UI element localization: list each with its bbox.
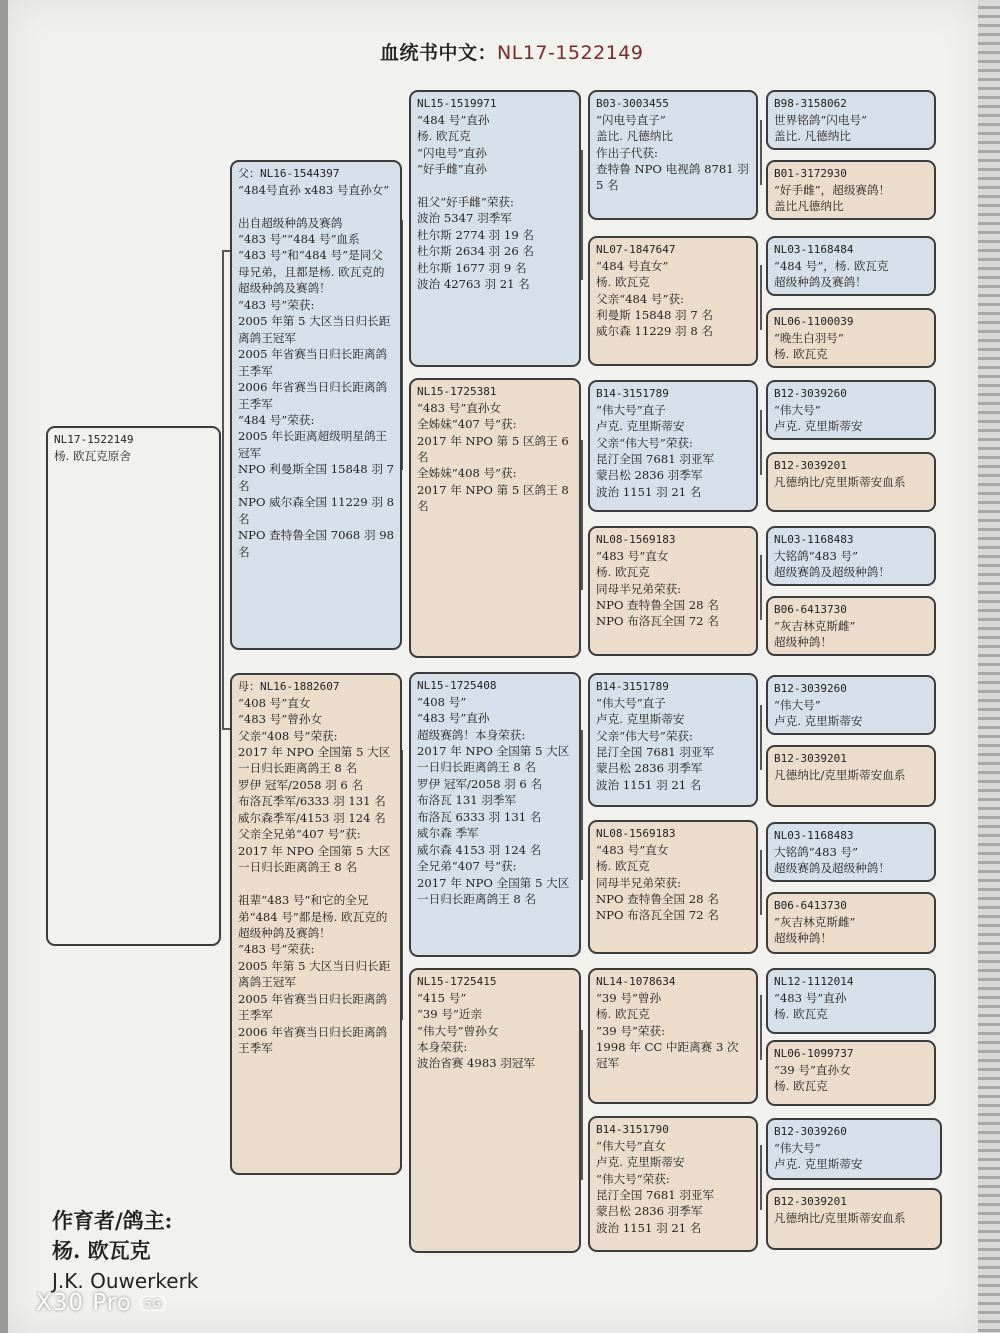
connector — [760, 120, 762, 185]
breeder-name-en: J.K. Ouwerkerk — [52, 1268, 199, 1293]
ancestor-card[interactable]: NL12-1112014 “483 号”直孙 杨. 欧瓦克 — [766, 968, 936, 1034]
connector — [222, 250, 230, 252]
ring-number: NL08-1569183 — [596, 827, 676, 840]
ancestor-card[interactable]: NL08-1569183 “483 号”直女 杨. 欧瓦克 同母半兄弟荣获: NPO 查特鲁全国 28 名 NPO 布洛瓦全国 72 名 — [588, 820, 758, 954]
father-card[interactable]: 父：NL16-1544397 “484号直孙 x483 号直孙女” 出自超级种鸽及赛鸽 “483 号”“484 号”血系 “483 号”和“484 号”是同父母兄弟，且都是杨. 欧瓦克的超级种鸽及赛鸽！ “483 号”荣获: 2005 年第 5 大区当日归长距离鸽王冠军 2005 年省赛当日归长距离鸽王季军 2006 年省赛当日归长距离鸽王季军 “484 号”荣获: 2005 年长距离超级明星鸽王冠军 NPO 利曼斯全国 15848 羽 7 名 NPO 威尔森全国 11229 羽 8 名 NPO 查特鲁全国 7068 羽 98 名 — [230, 160, 402, 650]
connector — [222, 728, 230, 730]
mother-card[interactable]: 母：NL16-1882607 “408 号”直女 “483 号”曾孙女 父亲“408 号”荣获: 2017 年 NPO 全国第 5 大区一日归长距离鸽王 8 名 罗伊 冠军/2058 羽 6 名 布洛瓦季军/6333 羽 131 名 威尔森季军/4153 羽 124 名 父亲全兄弟“407 号”获: 2017 年 NPO 全国第 5 大区一日归长距离鸽王 8 名 祖辈“483 号”和它的全兄弟“484 号”都是杨. 欧瓦克的超级种鸽及赛鸽！ “483 号”荣获: 2005 年第 5 大区当日归长距离鸽王冠军 2005 年省赛当日归长距离鸽王季军 2006 年省赛当日归长距离鸽王季军 — [230, 673, 402, 1175]
ring-number: B12-3039260 — [774, 1125, 847, 1138]
ring-number: NL15-1725408 — [417, 679, 497, 692]
ancestor-card[interactable]: B14-3151789 “伟大号”直子 卢克. 克里斯蒂安 父亲“伟大号”荣获: 昆汀全国 7681 羽亚军 蒙吕松 2836 羽季军 波治 1151 羽 21 名 — [588, 380, 758, 512]
granddam-card[interactable]: NL15-1725415 “415 号” “39 号”近亲 “伟大号”曾孙女 本身荣获: 波治省赛 4983 羽冠军 — [409, 968, 581, 1253]
ring-number: NL12-1112014 — [774, 975, 854, 988]
ancestor-card[interactable]: B12-3039201 凡德纳比/克里斯蒂安血系 — [766, 1188, 942, 1250]
ancestor-card[interactable]: B12-3039260 “伟大号” 卢克. 克里斯蒂安 — [766, 1118, 942, 1180]
connector — [760, 850, 762, 915]
connector — [760, 1145, 762, 1210]
ring-number: NL03-1168484 — [774, 243, 854, 256]
connector — [581, 1030, 583, 1180]
ring-number: B06-6413730 — [774, 899, 847, 912]
ring-number: B12-3039260 — [774, 682, 847, 695]
ring-number: NL08-1569183 — [596, 533, 676, 546]
ring-number: NL03-1168483 — [774, 533, 854, 546]
ancestor-card[interactable]: NL03-1168483 大铭鸽“483 号” 超级赛鸽及超级种鸽！ — [766, 526, 936, 586]
breeder-label: 作育者/鸽主: — [52, 1208, 173, 1233]
ring-number: B12-3039201 — [774, 752, 847, 765]
ancestor-card[interactable]: NL14-1078634 “39 号”曾孙 杨. 欧瓦克 “39 号”荣获: 1998 年 CC 中距离赛 3 次冠军 — [588, 968, 758, 1104]
ring-number: B12-3039260 — [774, 387, 847, 400]
ring-number: NL06-1100039 — [774, 315, 854, 328]
binder-edge — [978, 0, 1000, 1333]
ancestor-card[interactable]: NL08-1569183 “483 号”直女 杨. 欧瓦克 同母半兄弟荣获: NPO 查特鲁全国 28 名 NPO 布洛瓦全国 72 名 — [588, 526, 758, 656]
ancestor-card[interactable]: B12-3039201 凡德纳比/克里斯蒂安血系 — [766, 745, 936, 807]
connector — [760, 265, 762, 330]
ring-number: B06-6413730 — [774, 603, 847, 616]
ancestor-card[interactable]: B03-3003455 “闪电号直子” 盖比. 凡德纳比 作出子代获: 查特鲁 NPO 电视鸽 8781 羽 5 名 — [588, 90, 758, 220]
ancestor-card[interactable]: B14-3151790 “伟大号”直女 卢克. 克里斯蒂安 “伟大号”荣获: 昆汀全国 7681 羽亚军 蒙吕松 2836 羽季军 波治 1151 羽 21 名 — [588, 1116, 758, 1252]
ancestor-card[interactable]: B98-3158062 世界铭鸽“闪电号” 盖比. 凡德纳比 — [766, 90, 936, 150]
ancestor-card[interactable]: NL06-1100039 “晚生白羽号” 杨. 欧瓦克 — [766, 308, 936, 368]
ring-number: NL14-1078634 — [596, 975, 676, 988]
ring-number: NL07-1847647 — [596, 243, 676, 256]
ancestor-card[interactable]: B12-3039260 “伟大号” 卢克. 克里斯蒂安 — [766, 675, 936, 735]
connector — [222, 250, 224, 730]
ancestor-card[interactable]: B12-3039260 “伟大号” 卢克. 克里斯蒂安 — [766, 380, 936, 440]
grandsire-card[interactable]: NL15-1725408 “408 号” “483 号”直孙 超级赛鸽！本身荣获: 2017 年 NPO 全国第 5 大区一日归长距离鸽王 8 名 罗伊 冠军/2058 羽 6 名 布洛瓦 131 羽季军 布洛瓦 6333 羽 131 名 威尔森 季军 威尔森 4153 羽 124 名 全兄弟“407 号”获: 2017 年 NPO 全国第 5 大区一日归长距离鸽王 8 名 — [409, 672, 581, 957]
granddam-card[interactable]: NL15-1725381 “483 号”直孙女 全姊妹“407 号”获: 2017 年 NPO 第 5 区鸽王 6 名 全姊妹“408 号”获: 2017 年 NPO 第 5 区鸽王 8 名 — [409, 378, 581, 658]
subject-card[interactable]: NL17-1522149 杨. 欧瓦克原舍 — [46, 426, 221, 946]
ancestor-card[interactable]: B06-6413730 “灰吉林克斯雌” 超级种鸽！ — [766, 892, 936, 954]
ring-number: B12-3039201 — [774, 459, 847, 472]
ring-number: B14-3151790 — [596, 1123, 669, 1136]
ancestor-card[interactable]: NL07-1847647 “484 号直女” 杨. 欧瓦克 父亲“484 号”获: 利曼斯 15848 羽 7 名 威尔森 11229 羽 8 名 — [588, 236, 758, 366]
ring-number: NL15-1725415 — [417, 975, 497, 988]
ring-number: 母：NL16-1882607 — [238, 680, 340, 693]
ring-number: B03-3003455 — [596, 97, 669, 110]
camera-watermark: X30 Pro 5G — [36, 1290, 166, 1316]
ring-number: B12-3039201 — [774, 1195, 847, 1208]
connector — [581, 440, 583, 590]
grandsire-card[interactable]: NL15-1519971 “484 号”直孙 杨. 欧瓦克 “闪电号”直孙 “好手雌”直孙 祖父“好手雌”荣获: 波治 5347 羽季军 杜尔斯 2774 羽 19 名 杜尔斯 2634 羽 26 名 杜尔斯 1677 羽 9 名 波治 42763 羽 21 名 — [409, 90, 581, 367]
ring-number: NL03-1168483 — [774, 829, 854, 842]
ancestor-card[interactable]: B14-3151789 “伟大号”直子 卢克. 克里斯蒂安 父亲“伟大号”荣获: 昆汀全国 7681 羽亚军 蒙吕松 2836 羽季军 波治 1151 羽 21 名 — [588, 673, 758, 807]
connector — [760, 555, 762, 620]
connector — [581, 730, 583, 880]
ring-number: 父：NL16-1544397 — [238, 167, 340, 180]
connector — [760, 705, 762, 770]
ancestor-card[interactable]: B12-3039201 凡德纳比/克里斯蒂安血系 — [766, 452, 936, 512]
ancestor-card[interactable]: B01-3172930 “好手雌”，超级赛鸽！ 盖比凡德纳比 — [766, 160, 936, 220]
ring-number: B98-3158062 — [774, 97, 847, 110]
title-ring-code: NL17-1522149 — [497, 42, 644, 64]
ancestor-card[interactable]: B06-6413730 “灰吉林克斯雌” 超级种鸽！ — [766, 596, 936, 656]
breeder-block — [52, 1206, 198, 1296]
ring-number: B14-3151789 — [596, 387, 669, 400]
ancestor-card[interactable]: NL03-1168483 大铭鸽“483 号” 超级赛鸽及超级种鸽！ — [766, 822, 936, 882]
ring-number: B14-3151789 — [596, 680, 669, 693]
badge-5g: 5G — [140, 1296, 166, 1311]
ancestor-card[interactable]: NL03-1168484 “484 号”，杨. 欧瓦克 超级种鸽及赛鸽！ — [766, 236, 936, 296]
ring-number: B01-3172930 — [774, 167, 847, 180]
page-title: 血统书中文：NL17-1522149 — [380, 42, 644, 64]
connector — [760, 995, 762, 1060]
breeder-name: 杨. 欧瓦克 — [52, 1238, 151, 1264]
ring-number: NL06-1099737 — [774, 1047, 854, 1060]
ring-number: NL15-1519971 — [417, 97, 497, 110]
ring-number: NL15-1725381 — [417, 385, 497, 398]
ring-number: NL17-1522149 — [54, 433, 134, 446]
connector — [760, 410, 762, 475]
ancestor-card[interactable]: NL06-1099737 “39 号”直孙女 杨. 欧瓦克 — [766, 1040, 936, 1106]
connector — [581, 150, 583, 280]
